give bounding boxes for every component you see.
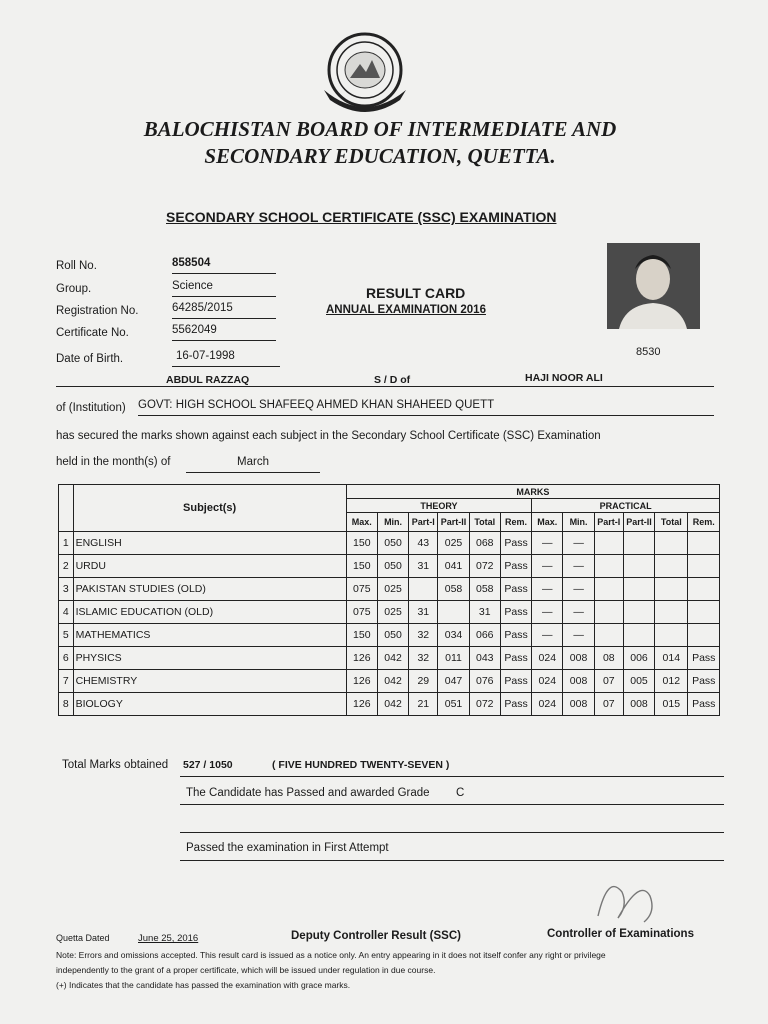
statement-text: has secured the marks shown against each subject in the Secondary School Certificate (SSC) Examination <box>56 430 601 442</box>
subject-cell: PHYSICS <box>73 647 346 670</box>
subject-cell: URDU <box>73 555 346 578</box>
practical-cell: — <box>532 532 563 555</box>
practical-cell: — <box>532 601 563 624</box>
note-line-3: (+) Indicates that the candidate has passed the examination with grace marks. <box>56 980 351 990</box>
dated-label: Quetta Dated <box>56 933 110 943</box>
practical-cell <box>623 624 654 647</box>
theory-cell: 126 <box>346 693 377 716</box>
certificate-value: 5562049 <box>172 324 276 341</box>
theory-cell: 126 <box>346 647 377 670</box>
theory-cell: 076 <box>469 670 500 693</box>
table-row <box>59 670 720 693</box>
theory-cell: 058 <box>438 578 469 601</box>
theory-cell: 025 <box>377 601 408 624</box>
theory-cell: 058 <box>469 578 500 601</box>
practical-col-header: Total <box>655 513 688 532</box>
held-label: held in the month(s) of <box>56 456 171 468</box>
institution-value: GOVT: HIGH SCHOOL SHAFEEQ AHMED KHAN SHAHEED QUETT <box>138 399 714 416</box>
practical-cell: 024 <box>532 670 563 693</box>
practical-cell: 008 <box>563 647 594 670</box>
theory-cell: 31 <box>469 601 500 624</box>
theory-cell: 042 <box>377 647 408 670</box>
row-number: 4 <box>59 601 74 624</box>
practical-col-header: Part-II <box>623 513 654 532</box>
theory-cell: 051 <box>438 693 469 716</box>
note-line-1: Note: Errors and omissions accepted. This result card is issued as a notice only. An entry appearing in it does not itself confer any right or privilege <box>56 950 606 960</box>
theory-cell: 025 <box>377 578 408 601</box>
marks-table <box>58 484 720 716</box>
theory-col-header: Max. <box>346 513 377 532</box>
theory-col-header: Rem. <box>500 513 531 532</box>
practical-cell <box>655 578 688 601</box>
table-row <box>59 532 720 555</box>
row-number: 8 <box>59 693 74 716</box>
theory-cell: 150 <box>346 532 377 555</box>
practical-cell <box>594 532 623 555</box>
controller-signature <box>588 866 668 928</box>
table-row <box>59 693 720 716</box>
subject-cell: ISLAMIC EDUCATION (OLD) <box>73 601 346 624</box>
subject-header: Subject(s) <box>73 485 346 532</box>
theory-cell: 150 <box>346 624 377 647</box>
exam-title: SECONDARY SCHOOL CERTIFICATE (SSC) EXAMINATION <box>166 209 557 225</box>
theory-col-header: Min. <box>377 513 408 532</box>
candidate-name: ABDUL RAZZAQ <box>166 374 250 386</box>
board-seal-logo <box>314 28 416 116</box>
result-card-title: RESULT CARD <box>366 285 466 301</box>
grade-underline <box>180 804 724 805</box>
total-label: Total Marks obtained <box>62 759 169 771</box>
practical-cell: 008 <box>623 693 654 716</box>
practical-cell: 014 <box>655 647 688 670</box>
theory-cell <box>409 578 438 601</box>
practical-cell: 012 <box>655 670 688 693</box>
practical-cell: — <box>563 624 594 647</box>
registration-value: 64285/2015 <box>172 302 276 319</box>
practical-cell: — <box>532 624 563 647</box>
theory-col-header: Part-I <box>409 513 438 532</box>
subject-cell: PAKISTAN STUDIES (OLD) <box>73 578 346 601</box>
theory-cell: 050 <box>377 624 408 647</box>
practical-col-header: Min. <box>563 513 594 532</box>
theory-cell: 042 <box>377 693 408 716</box>
table-row <box>59 647 720 670</box>
practical-cell: 008 <box>563 693 594 716</box>
row-number: 2 <box>59 555 74 578</box>
practical-cell: 024 <box>532 647 563 670</box>
practical-cell <box>594 555 623 578</box>
theory-cell: 042 <box>377 670 408 693</box>
theory-cell: 011 <box>438 647 469 670</box>
practical-cell: 006 <box>623 647 654 670</box>
theory-cell: 050 <box>377 555 408 578</box>
theory-col-header: Part-II <box>438 513 469 532</box>
practical-cell <box>655 601 688 624</box>
practical-cell <box>688 601 720 624</box>
practical-cell <box>594 601 623 624</box>
theory-cell: 034 <box>438 624 469 647</box>
table-row <box>59 601 720 624</box>
attempt-statement: Passed the examination in First Attempt <box>186 842 389 854</box>
practical-cell: — <box>563 578 594 601</box>
practical-col-header: Part-I <box>594 513 623 532</box>
row-number: 3 <box>59 578 74 601</box>
dated-value: June 25, 2016 <box>138 933 199 944</box>
practical-cell <box>688 532 720 555</box>
table-row <box>59 624 720 647</box>
practical-cell: 07 <box>594 670 623 693</box>
practical-cell <box>655 555 688 578</box>
practical-cell <box>655 532 688 555</box>
theory-cell: 31 <box>409 555 438 578</box>
theory-col-header: Total <box>469 513 500 532</box>
practical-cell: 005 <box>623 670 654 693</box>
practical-cell: 024 <box>532 693 563 716</box>
total-words: ( FIVE HUNDRED TWENTY-SEVEN ) <box>272 759 450 771</box>
grade-value: C <box>456 787 465 799</box>
practical-cell <box>655 624 688 647</box>
son-daughter-of-label: S / D of <box>374 374 411 386</box>
practical-cell: Pass <box>688 647 720 670</box>
theory-cell: 072 <box>469 693 500 716</box>
theory-cell: Pass <box>500 693 531 716</box>
row-number: 6 <box>59 647 74 670</box>
practical-col-header: Max. <box>532 513 563 532</box>
institution-label: of (Institution) <box>56 402 126 414</box>
theory-cell: Pass <box>500 601 531 624</box>
registration-label: Registration No. <box>56 305 139 317</box>
practical-header: PRACTICAL <box>532 499 720 513</box>
practical-cell <box>594 624 623 647</box>
candidate-photo <box>607 243 700 329</box>
notes <box>56 948 716 993</box>
theory-cell: 126 <box>346 670 377 693</box>
total-value: 527 / 1050 <box>183 759 233 771</box>
practical-cell <box>594 578 623 601</box>
controller-of-examinations: Controller of Examinations <box>547 928 694 940</box>
dob-value: 16-07-1998 <box>172 350 280 367</box>
held-value: March <box>186 456 320 473</box>
subject-cell: MATHEMATICS <box>73 624 346 647</box>
practical-cell: Pass <box>688 693 720 716</box>
practical-cell: — <box>532 555 563 578</box>
theory-cell: 32 <box>409 647 438 670</box>
theory-cell: 041 <box>438 555 469 578</box>
deputy-controller: Deputy Controller Result (SSC) <box>291 930 461 942</box>
practical-cell: Pass <box>688 670 720 693</box>
theory-cell: 075 <box>346 578 377 601</box>
theory-cell: 066 <box>469 624 500 647</box>
attempt-underline <box>180 860 724 861</box>
theory-cell: 150 <box>346 555 377 578</box>
blank-underline <box>180 832 724 833</box>
theory-cell: Pass <box>500 578 531 601</box>
theory-cell: 068 <box>469 532 500 555</box>
theory-cell <box>438 601 469 624</box>
subject-cell: ENGLISH <box>73 532 346 555</box>
result-card-subtitle: ANNUAL EXAMINATION 2016 <box>326 304 486 316</box>
board-name <box>60 116 700 170</box>
board-name-line1: BALOCHISTAN BOARD OF INTERMEDIATE AND <box>143 117 617 141</box>
grade-statement: The Candidate has Passed and awarded Grade <box>186 787 430 799</box>
theory-cell: 31 <box>409 601 438 624</box>
table-row <box>59 555 720 578</box>
practical-cell: 015 <box>655 693 688 716</box>
name-underline <box>56 386 714 387</box>
group-label: Group. <box>56 283 92 295</box>
total-underline <box>180 776 724 777</box>
practical-cell: 07 <box>594 693 623 716</box>
theory-cell: 072 <box>469 555 500 578</box>
practical-cell <box>623 578 654 601</box>
roll-value: 858504 <box>172 257 276 274</box>
note-line-2: independently to the grant of a proper certificate, which will be issued under regulation in due course. <box>56 965 436 975</box>
theory-header: THEORY <box>346 499 532 513</box>
practical-cell: 08 <box>594 647 623 670</box>
group-value: Science <box>172 280 276 297</box>
theory-cell: 32 <box>409 624 438 647</box>
theory-cell: Pass <box>500 532 531 555</box>
practical-cell: — <box>532 578 563 601</box>
roll-label: Roll No. <box>56 260 97 272</box>
theory-cell: 047 <box>438 670 469 693</box>
subject-cell: BIOLOGY <box>73 693 346 716</box>
dob-label: Date of Birth. <box>56 353 124 365</box>
subject-cell: CHEMISTRY <box>73 670 346 693</box>
theory-cell: 050 <box>377 532 408 555</box>
theory-cell: 43 <box>409 532 438 555</box>
father-name: HAJI NOOR ALI <box>525 372 603 384</box>
theory-cell: Pass <box>500 670 531 693</box>
theory-cell: 043 <box>469 647 500 670</box>
practical-cell <box>623 601 654 624</box>
practical-col-header: Rem. <box>688 513 720 532</box>
practical-cell: — <box>563 532 594 555</box>
row-number: 1 <box>59 532 74 555</box>
row-number: 5 <box>59 624 74 647</box>
practical-cell <box>623 555 654 578</box>
theory-cell: Pass <box>500 555 531 578</box>
practical-cell <box>688 624 720 647</box>
theory-cell: 21 <box>409 693 438 716</box>
practical-cell: — <box>563 601 594 624</box>
theory-cell: 075 <box>346 601 377 624</box>
certificate-label: Certificate No. <box>56 327 129 339</box>
practical-cell <box>688 555 720 578</box>
header-number <box>59 485 74 532</box>
photo-number: 8530 <box>636 346 661 358</box>
practical-cell: — <box>563 555 594 578</box>
practical-cell <box>688 578 720 601</box>
practical-cell: 008 <box>563 670 594 693</box>
candidate-photo-image <box>607 243 700 329</box>
theory-cell: Pass <box>500 647 531 670</box>
theory-cell: 025 <box>438 532 469 555</box>
row-number: 7 <box>59 670 74 693</box>
theory-cell: 29 <box>409 670 438 693</box>
marks-header: MARKS <box>346 485 719 499</box>
table-row <box>59 578 720 601</box>
practical-cell <box>623 532 654 555</box>
theory-cell: Pass <box>500 624 531 647</box>
board-name-line2: SECONDARY EDUCATION, QUETTA. <box>204 144 556 168</box>
